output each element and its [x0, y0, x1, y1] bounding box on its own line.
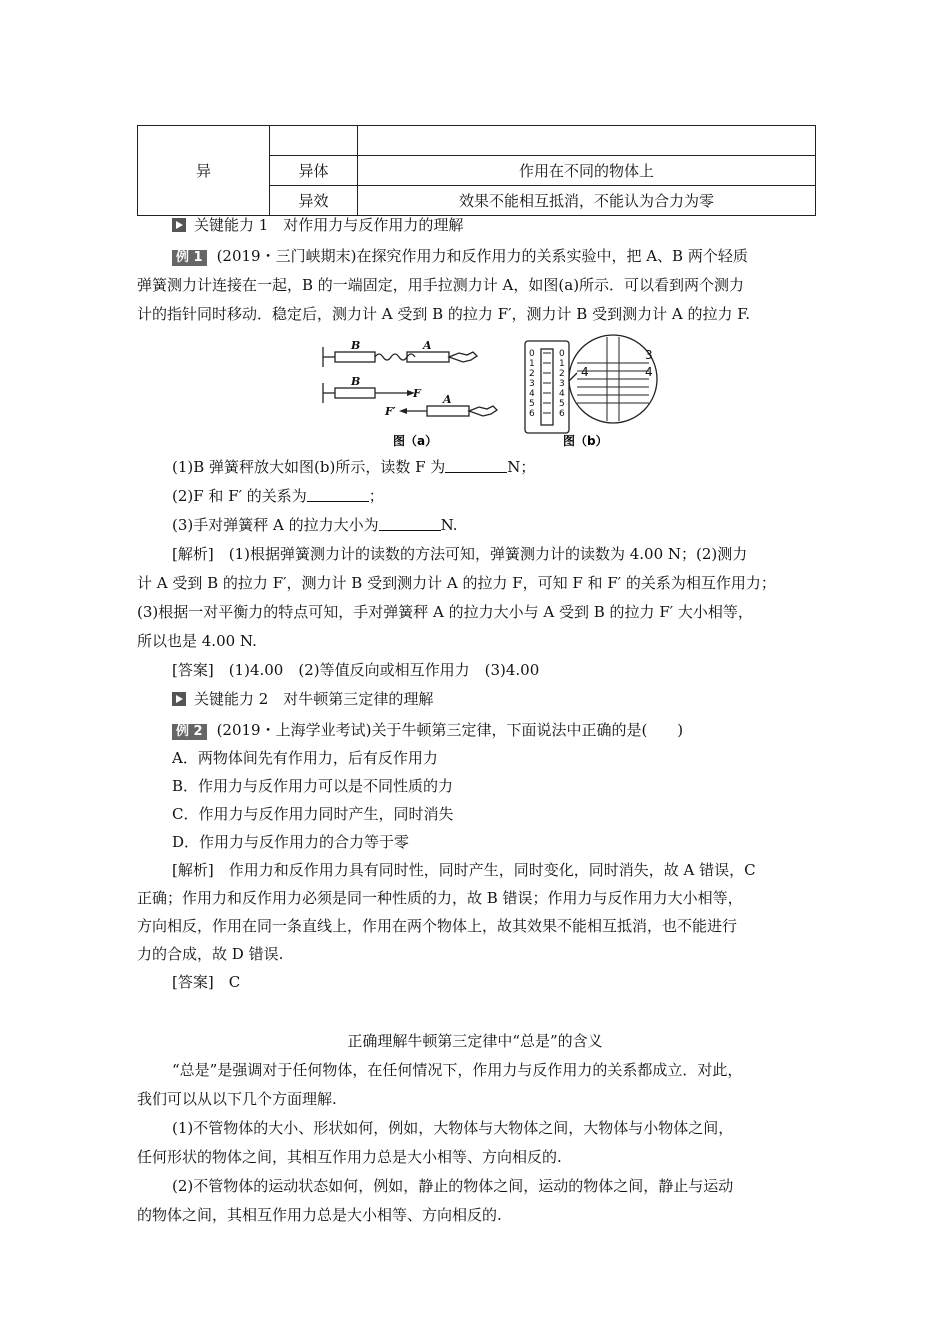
- table-cell: [270, 126, 358, 156]
- scale-num: 5: [529, 399, 535, 409]
- answer1: [答案] (1)4.00 (2)等值反向或相互作用力 (3)4.00: [172, 661, 540, 679]
- option-d: D．作用力与反作用力的合力等于零: [172, 833, 410, 851]
- label-a: A: [423, 339, 432, 352]
- analysis1-line2: 计 A 受到 B 的拉力 F′，测力计 B 受到测力计 A 的拉力 F，可知 F 和 F′ 的关系为相互作用力；: [137, 574, 776, 592]
- scale-num: 2: [529, 369, 535, 379]
- play-triangle-icon: [172, 218, 186, 232]
- analysis1-line3: (3)根据一对平衡力的特点可知，手对弹簧秤 A 的拉力大小与 A 受到 B 的拉力 F′ 大小相等，: [137, 603, 753, 621]
- scale-num: 1: [529, 359, 535, 369]
- figure-a-caption: 图（a）: [393, 434, 438, 448]
- zoom-num: 4: [581, 365, 589, 379]
- scale-num: 6: [559, 409, 565, 419]
- analysis1-line4: 所以也是 4.00 N.: [137, 632, 257, 650]
- table-cell: 异体: [270, 156, 358, 186]
- scale-num: 4: [559, 389, 565, 399]
- scale-num: 0: [559, 349, 565, 359]
- note-title: 正确理解牛顿第三定律中“总是”的含义: [347, 1032, 603, 1050]
- comparison-table: [137, 125, 816, 216]
- zoom-num: 3: [645, 348, 653, 362]
- figure-b-caption: 图（b）: [563, 434, 608, 448]
- zoom-num: 4: [645, 365, 653, 379]
- table-cell: [358, 126, 816, 156]
- answer-blank: [379, 516, 441, 531]
- table-cell: 效果不能相互抵消，不能认为合力为零: [358, 186, 816, 216]
- note-p1b: 我们可以从以下几个方面理解.: [137, 1090, 337, 1108]
- note-p3a: (2)不管物体的运动状态如何，例如，静止的物体之间，运动的物体之间，静止与运动: [172, 1177, 734, 1195]
- note-p2b: 任何形状的物体之间，其相互作用力总是大小相等、方向相反的.: [137, 1148, 562, 1166]
- analysis1-line1: [解析] (1)根据弹簧测力计的读数的方法可知，弹簧测力计的读数为 4.00 N；(2)测力: [172, 545, 748, 563]
- analysis2-line4: 力的合成，故 D 错误.: [137, 945, 284, 963]
- example1-line1: 例 1 (2019・三门峡期末)在探究作用力和反作用力的关系实验中，把 A、B 两个轻质: [172, 245, 748, 267]
- note-p1a: “总是”是强调对于任何物体，在任何情况下，作用力与反作用力的关系都成立．对此，: [172, 1061, 743, 1079]
- scale-num: 2: [559, 369, 565, 379]
- question1: (1)B 弹簧秤放大如图(b)所示，读数 F 为 N；: [172, 458, 536, 476]
- example1-line3: 计的指针同时移动．稳定后，测力计 A 受到 B 的拉力 F′，测力计 B 受到测力计 A 的拉力 F.: [137, 305, 751, 323]
- note-p2a: (1)不管物体的大小、形状如何，例如，大物体与大物体之间，大物体与小物体之间，: [172, 1119, 734, 1137]
- table-cell: 作用在不同的物体上: [358, 156, 816, 186]
- answer-blank: [445, 458, 507, 473]
- label-b: B: [351, 375, 361, 388]
- scale-num: 4: [529, 389, 535, 399]
- example-tag: 例 1: [172, 250, 207, 266]
- analysis2-line1: [解析] 作用力和反作用力具有同时性，同时产生，同时变化，同时消失，故 A 错误，C: [172, 861, 756, 879]
- example2-stem: 例 2 (2019・上海学业考试)关于牛顿第三定律，下面说法中正确的是( ): [172, 719, 683, 741]
- section-heading-ability2: 关键能力 2 对牛顿第三定律的理解: [172, 688, 433, 710]
- play-triangle-icon: [172, 692, 186, 706]
- row-label: 异: [138, 126, 270, 216]
- option-b: B．作用力与反作用力可以是不同性质的力: [172, 777, 454, 795]
- note-p3b: 的物体之间，其相互作用力总是大小相等、方向相反的.: [137, 1206, 502, 1224]
- label-f: F: [413, 387, 421, 400]
- question2: (2)F 和 F′ 的关系为 ；: [172, 487, 384, 505]
- label-b: B: [351, 339, 361, 352]
- analysis2-line3: 方向相反，作用在同一条直线上，作用在两个物体上，故其效果不能相互抵消，也不能进行: [137, 917, 738, 935]
- scale-num: 5: [559, 399, 565, 409]
- analysis2-line2: 正确；作用力和反作用力必须是同一种性质的力，故 B 错误；作用力与反作用力大小相等，: [137, 889, 743, 907]
- option-a: A．两物体间先有作用力，后有反作用力: [172, 749, 438, 767]
- scale-num: 6: [529, 409, 535, 419]
- table-cell: 异效: [270, 186, 358, 216]
- scale-num: 1: [559, 359, 565, 369]
- spring-scale-figure: [315, 333, 665, 453]
- answer-blank: [307, 487, 369, 502]
- option-c: C．作用力与反作用力同时产生，同时消失: [172, 805, 454, 823]
- answer2: [答案] C: [172, 973, 241, 991]
- scale-num: 3: [559, 379, 565, 389]
- label-a: A: [443, 393, 452, 406]
- question3: (3)手对弹簧秤 A 的拉力大小为 N.: [172, 516, 458, 534]
- scale-num: 0: [529, 349, 535, 359]
- example-tag: 例 2: [172, 724, 207, 740]
- example1-line2: 弹簧测力计连接在一起，B 的一端固定，用手拉测力计 A，如图(a)所示．可以看到两个测力: [137, 276, 745, 294]
- scale-num: 3: [529, 379, 535, 389]
- label-f-prime: F′: [385, 405, 396, 418]
- section-heading-ability1: 关键能力 1 对作用力与反作用力的理解: [172, 214, 463, 236]
